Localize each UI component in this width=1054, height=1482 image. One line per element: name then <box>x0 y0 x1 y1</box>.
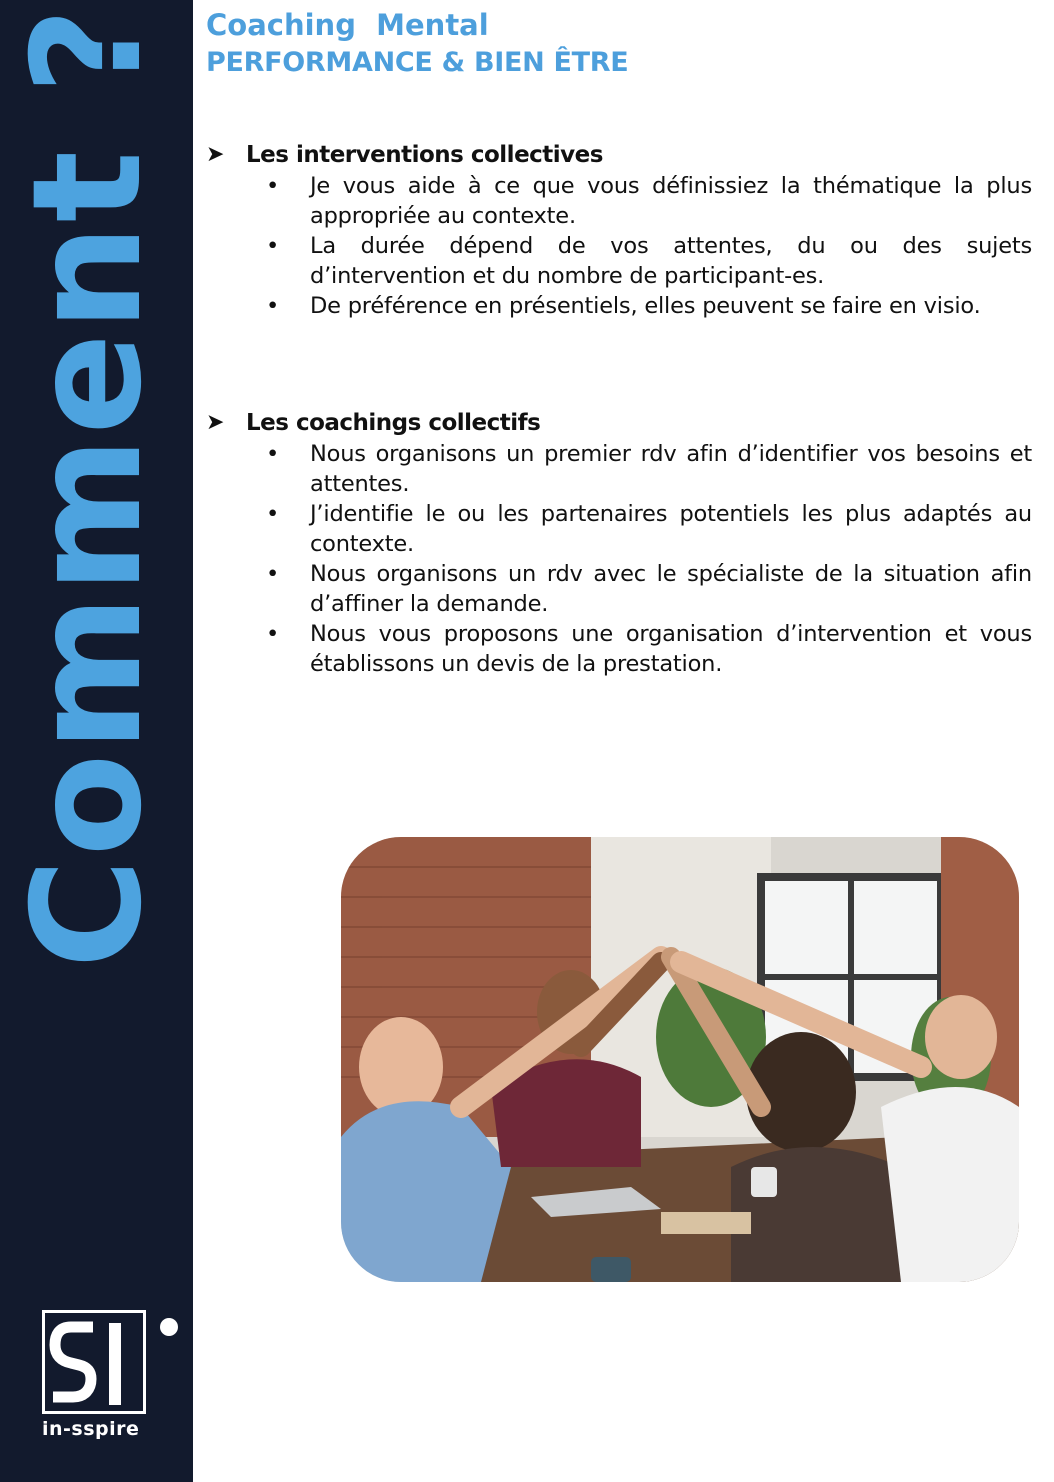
list-item-text: Je vous aide à ce que vous définissiez la thématique la plus appropriée au contexte. <box>310 173 1032 229</box>
section-heading <box>206 407 1032 439</box>
list-item <box>206 619 1032 679</box>
bullet-list <box>206 439 1032 679</box>
bullet-dot: • <box>266 561 280 587</box>
in-sspire-logo <box>42 1310 182 1445</box>
arrowhead-bullet-icon: ➤ <box>206 142 225 167</box>
list-item-text: De préférence en présentiels, elles peuvent se faire en visio. <box>310 293 981 319</box>
logo-dot <box>160 1318 178 1336</box>
list-item <box>206 439 1032 499</box>
vertical-title: Comment ? <box>1 5 175 969</box>
list-item-text: La durée dépend de vos attentes, du ou des sujets d’intervention et du nombre de participant-es. <box>310 233 1032 289</box>
list-item <box>206 499 1032 559</box>
bullet-dot: • <box>266 173 280 199</box>
sidebar <box>0 0 193 1482</box>
list-item-text: Nous organisons un rdv avec le spécialiste de la situation afin d’affiner la demande. <box>310 561 1032 617</box>
page-header <box>206 6 628 82</box>
list-item <box>206 291 1032 321</box>
bullet-dot: • <box>266 233 280 259</box>
section-heading <box>206 139 1032 171</box>
bullet-dot: • <box>266 293 280 319</box>
arrowhead-bullet-icon: ➤ <box>206 410 225 435</box>
list-item-text: J’identifie le ou les partenaires potentiels les plus adaptés au contexte. <box>310 501 1032 557</box>
list-item <box>206 559 1032 619</box>
list-item-text: Nous vous proposons une organisation d’intervention et vous établissons un devis de la prestation. <box>310 621 1032 677</box>
logo-text: in-sspire <box>42 1418 140 1440</box>
bullet-list <box>206 171 1032 321</box>
team-high-five-photo <box>341 837 1019 1282</box>
page-title: Coaching Mental <box>206 8 489 42</box>
bullet-dot: • <box>266 621 280 647</box>
section-heading-text: Les interventions collectives <box>246 142 603 168</box>
bullet-dot: • <box>266 441 280 467</box>
list-item <box>206 231 1032 291</box>
page-subtitle: PERFORMANCE & BIEN ÊTRE <box>206 47 629 78</box>
bullet-dot: • <box>266 501 280 527</box>
section-interventions <box>206 139 1032 321</box>
section-heading-text: Les coachings collectifs <box>246 410 541 436</box>
logo-mark <box>42 1310 146 1414</box>
list-item <box>206 171 1032 231</box>
section-coachings <box>206 407 1032 679</box>
list-item-text: Nous organisons un premier rdv afin d’identifier vos besoins et attentes. <box>310 441 1032 497</box>
